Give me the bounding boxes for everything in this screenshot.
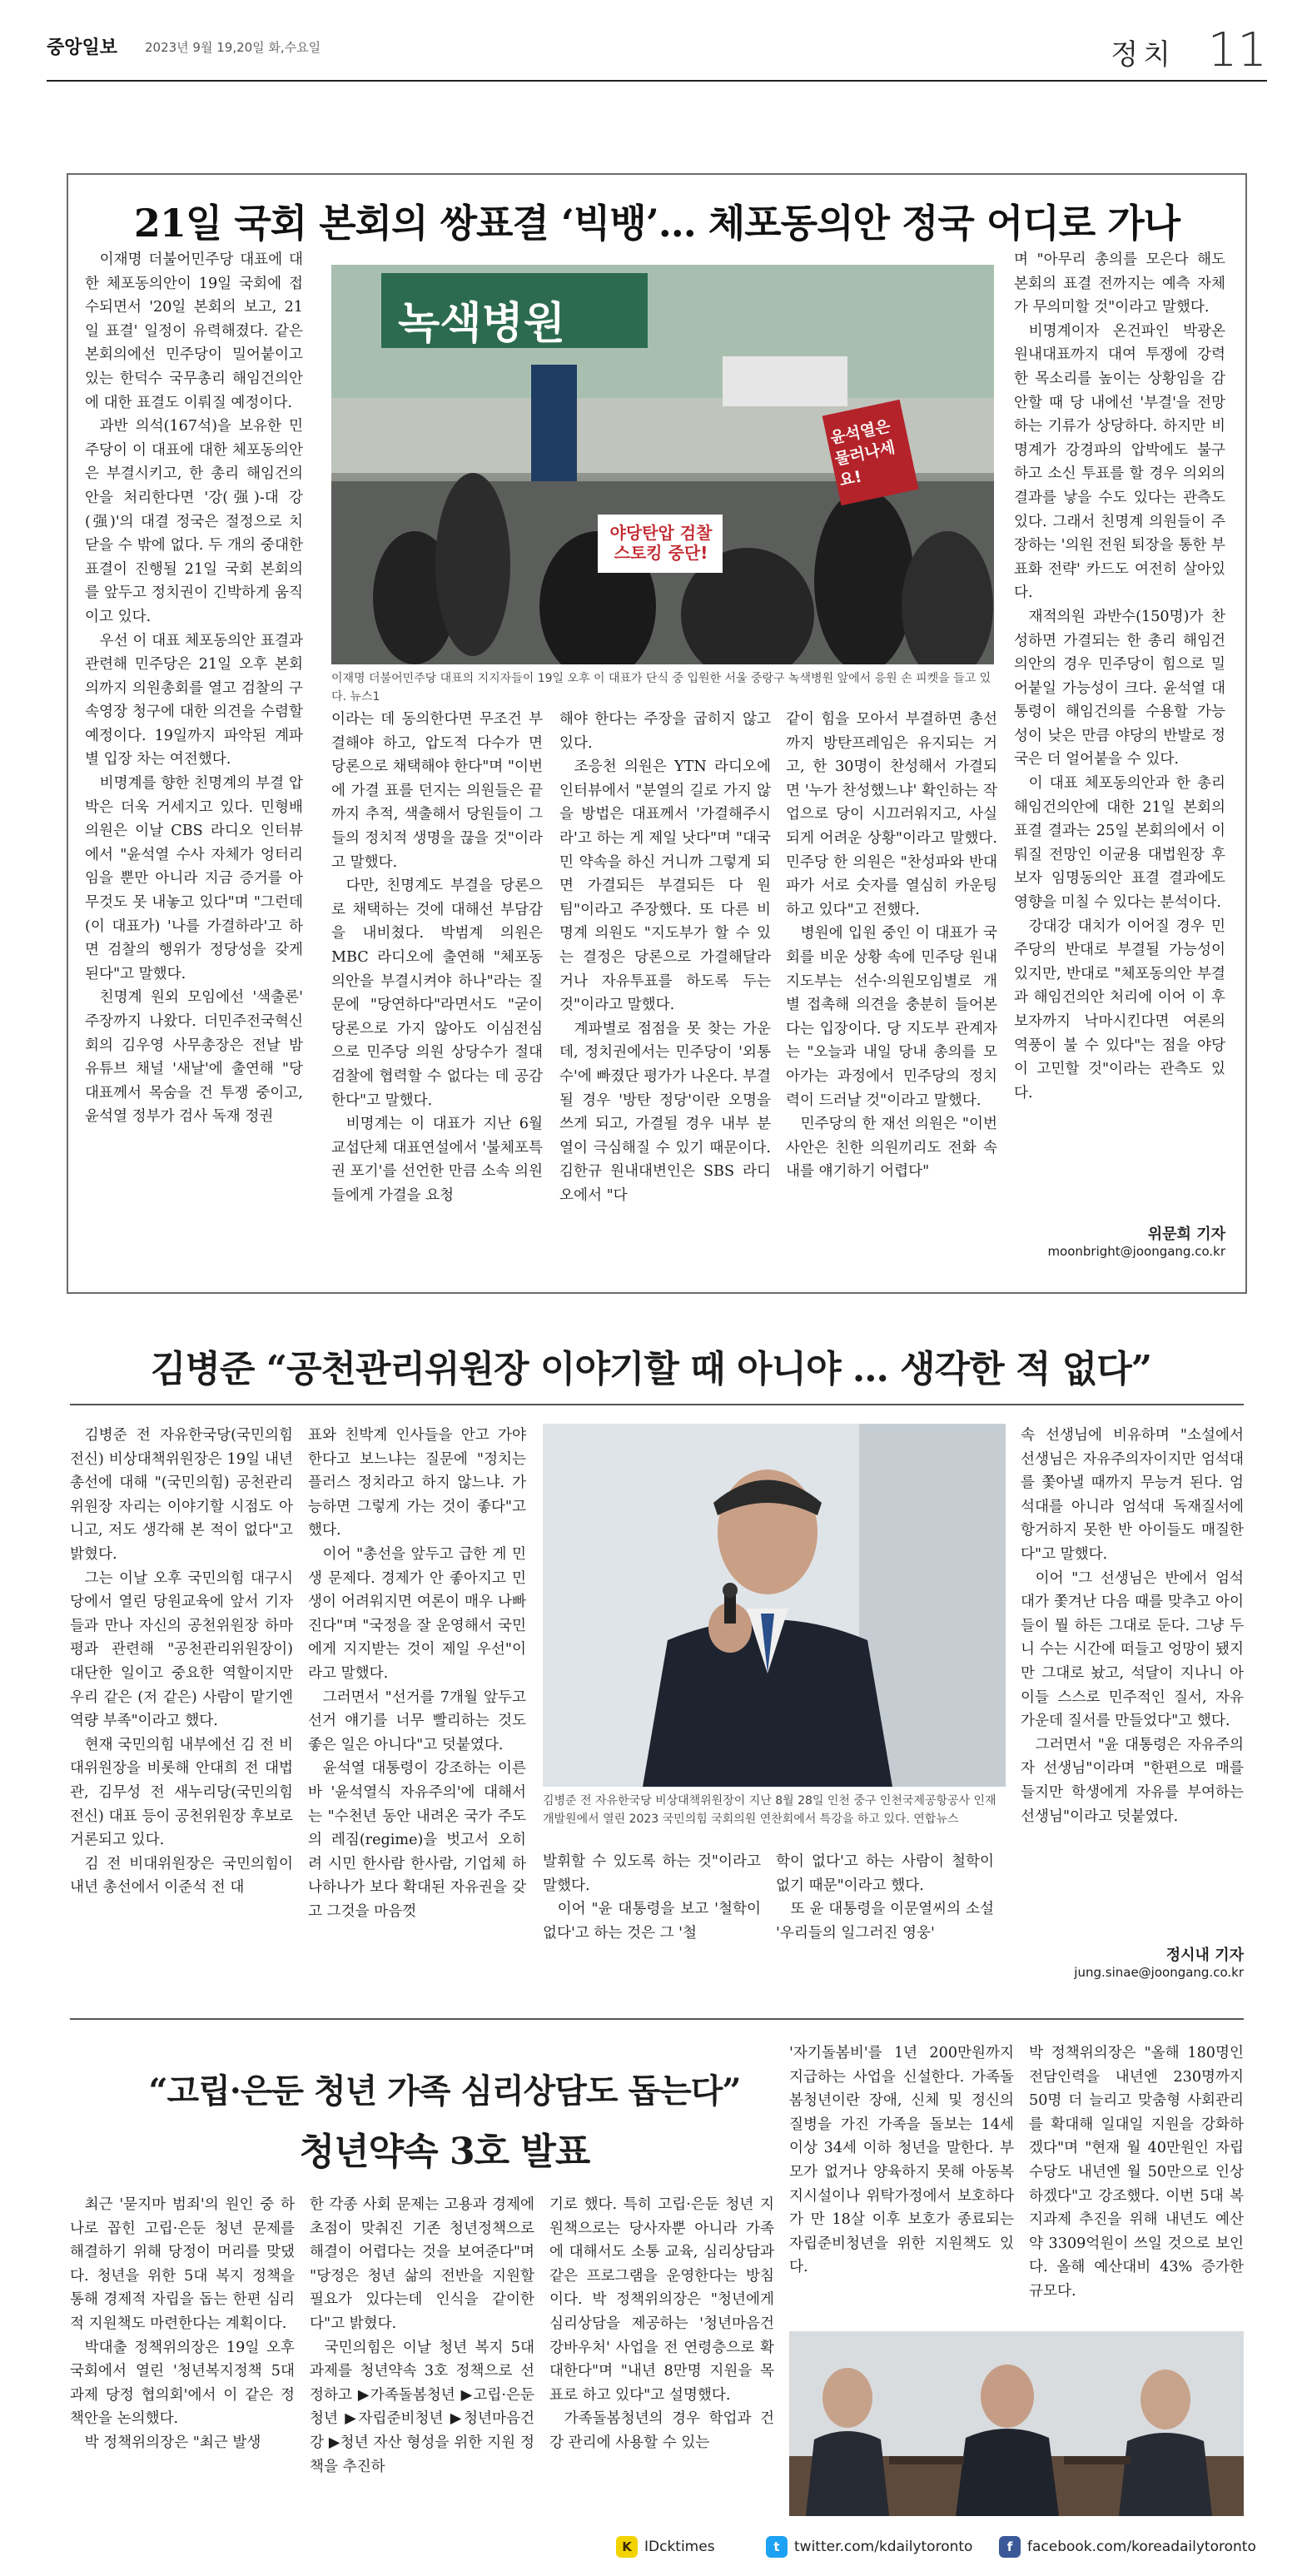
paragraph: 그러면서 "선거를 7개월 앞두고 선거 얘기를 너무 빨리하는 것도 좋은 일은 아니다"고 덧붙였다. [308, 1688, 526, 1753]
paragraph: 박 정책위의장은 "최근 발생 [84, 2434, 261, 2451]
paragraph: 최근 '묻지마 범죄'의 원인 중 하나로 꼽힌 고립·은둔 청년 문제를 해결하기 위해 당정이 머리를 맞댔다. 청년을 위한 5대 복지 정책을 통해 경제적 자립을 돕는 한편 심리적 지원책도 마련한다는 계획이다. [70, 2196, 295, 2332]
paragraph: 비명계를 향한 친명계의 부결 압박은 더욱 거세지고 있다. 민형배 의원은 이날 CBS 라디오 인터뷰에서 "윤석열 수사 자체가 엉터리임을 뿐만 아니라 지금 증거를 아무것도 못 내놓고 있다"며 "그런데 (이 대표가) '나를 가결하라'고 하면 검찰의 행위가 정당성을 갖게 된다"고 말했다. [85, 775, 303, 982]
article-3-col-2 [310, 2193, 534, 2479]
facebook-link[interactable] [999, 2536, 1256, 2558]
paragraph: 그러면서 "윤 대통령은 자유주의자 선생님"이라며 "한편으로 매를 들지만 학생에게 자유를 부여하는 선생님"이라고 덧붙였다. [1021, 1736, 1244, 1825]
paragraph: 한 각종 사회 문제는 고용과 경제에 초점이 맞춰진 기존 청년정책으로 해결이 어렵다는 것을 보여준다"며 "당정은 청년 삶의 전반을 지원할 필요가 있다는데 인식을 같이한다"고 밝혔다. [310, 2196, 534, 2332]
section-divider [70, 1404, 1244, 1405]
section-name: 정치 [1111, 38, 1175, 72]
paragraph: 박 정책위의장은 "올해 180명인 전담인력을 내년엔 230명까지 50명 더 늘리고 맞춤형 사회관리를 확대해 일대일 지원을 강화하겠다"며 "현재 월 40만원인 자립수당도 내년엔 월 50만으로 인상하겠다"고 강조했다. 이번 5대 복지과제 추진을 위해 내년도 예산 약 3309억원이 쓰일 것으로 보인다. 올해 예산대비 43% 증가한 규모다. [1029, 2045, 1244, 2300]
photo-portrait [543, 1424, 1006, 1787]
paragraph: 며 "아무리 총의를 모은다 해도 본회의 표결 전까지는 예측 자체가 무의미할 것"이라고 말했다. [1014, 251, 1225, 316]
paragraph: 속 선생님에 비유하며 "소설에서 선생님은 자유주의자이지만 엄석대를 쫓아낼 때까지 무능겨 된다. 엄석대를 아니라 엄석대 독재질서에 항거하지 못한 반 아이들도 매질한다"고 말했다. [1021, 1427, 1244, 1563]
paragraph: 이재명 더불어민주당 대표에 대한 체포동의안이 19일 국회에 접수되면서 '20일 본회의 보고, 21일 표결' 일정이 유력해졌다. 같은 본회의에선 민주당이 밀어붙이고 있는 한덕수 국무총리 해임건의안에 대한 표결도 이뤄질 예정이다. [85, 251, 303, 411]
paragraph: 이어 "총선을 앞두고 급한 게 민생 문제다. 경제가 안 좋아지고 민생이 어려워지면 여론이 매우 나빠진다"며 "국정을 잘 운영해서 국민에게 지지받는 것이 제일 우선"이라고 말했다. [308, 1545, 526, 1682]
paragraph: 발휘할 수 있도록 하는 것"이라고 말했다. [543, 1853, 761, 1894]
paragraph: 표와 친박계 인사들을 안고 가야 한다고 보느냐는 질문에 "정치는 플러스 정치라고 하지 않느냐. 가능하면 그렇게 가는 것이 좋다"고 했다. [308, 1427, 526, 1539]
paragraph: 친명계 원외 모임에선 '색출론' 주장까지 나왔다. 더민주전국혁신회의 김우영 사무총장은 전날 밤 유튜브 채널 '새날'에 출연해 "당 대표께서 목숨을 건 투쟁 중이고, 윤석열 정부가 검사 독재 정권 [85, 989, 303, 1126]
article-3-col-3 [549, 2193, 774, 2455]
article-2-headline: 김병준 “공천관리위원장 이야기할 때 아니야 … 생각한 적 없다” [150, 1348, 1152, 1390]
paragraph: 과반 의석(167석)을 보유한 민주당이 이 대표에 대한 체포동의안은 부결시키고, 한 총리 해임건의안을 처리한다면 '강(强)-대 강(强)'의 대결 정국은 절정으로 치닫을 수 밖에 없다. 두 개의 중대한 표결이 진행될 21일 국회 본회의를 앞두고 정치권이 긴박하게 움직이고 있다. [85, 418, 303, 625]
twitter-icon: t [766, 2536, 788, 2558]
article-3-headline: “고립·은둔 청년 가족 심리상담도 돕는다” [148, 2071, 741, 2111]
article-3-col-5 [1029, 2041, 1244, 2304]
paragraph: 민주당의 한 재선 의원은 "이번 사안은 친한 의원끼리도 전화 속내를 얘기하기 어렵다" [786, 1116, 997, 1181]
paragraph: 이어 "윤 대통령을 보고 '철학이 없다'고 하는 것은 그 '철 [543, 1901, 761, 1942]
paragraph: 윤석열 대통령이 강조하는 이른바 '윤석열식 자유주의'에 대해서는 "수천년 동안 내려온 국가 주도의 레짐(regime)을 벗고서 오히려 시민 한사람 한사람, 기업체 하나하나가 보다 확대된 자유권을 갖고 그것을 마음껏 [308, 1760, 526, 1920]
paragraph: 현재 국민의힘 내부에선 김 전 비대위원장을 비롯해 안대희 전 대법관, 김무성 전 새누리당(국민의힘 전신) 대표 등이 공천위원장 후보로 거론되고 있다. [70, 1736, 293, 1849]
article-3-photo [789, 2331, 1244, 2516]
article-1-col-4 [786, 708, 997, 1184]
footer-social [616, 2531, 1274, 2564]
article-2-col-2 [308, 1424, 526, 1923]
article-3-col-4 [789, 2041, 1014, 2280]
paragraph: 이어 "그 선생님은 반에서 엄석대가 쫓겨난 다음 때를 맞추고 아이들이 뭘 하든 그대로 둔다. 그냥 두니 수는 시간에 떠들고 엉망이 됐지만 그대로 놨고, 석달이 지나니 아이들 스스로 민주적인 질서, 자유 가운데 질서를 만들었다"고 했다. [1021, 1569, 1244, 1730]
paragraph: 박대출 정책위의장은 19일 오후 국회에서 열린 '청년복지정책 5대과제 당정 협의회'에서 이 같은 정책안을 논의했다. [70, 2339, 295, 2428]
kakao-link[interactable] [616, 2536, 715, 2558]
paragraph: 병원에 입원 중인 이 대표가 국회를 비운 상황 속에 민주당 원내지도부는 선수·의원모임별로 개별 접촉해 의견을 충분히 들어본다는 입장이다. 당 지도부 관계자는 "오늘과 내일 당내 총의를 모아가는 과정에서 민주당의 정치력이 드러날 것"이라고 말했다. [786, 925, 997, 1109]
page-number: 11 [1207, 23, 1267, 77]
photo-sign-protest: 야당탄압 검찰 스토킹 중단! [609, 523, 713, 563]
kakao-icon: K [616, 2536, 638, 2558]
reporter-email[interactable]: moonbright@joongang.co.kr [1047, 1244, 1225, 1259]
article-3-subheadline: 청년약속 3호 발표 [299, 2131, 590, 2173]
paragraph: '자기돌봄비'를 1년 200만원까지 지급하는 사업을 신설한다. 가족돌봄청년이란 장애, 신체 및 정신의 질병을 가진 가족을 돌보는 14세 이상 34세 이하 청년을 말한다. 부모가 없거나 양육하지 못해 아동복지시설이나 위탁가정에서 보호하다가 만 18살 이후 보호가 종료되는 자립준비청년을 위한 지원책도 있 다. [789, 2045, 1014, 2276]
reporter-name: 위문희 기자 [1147, 1226, 1225, 1243]
paragraph: 또 윤 대통령을 이문열씨의 소설 '우리들의 일그러진 영웅' [776, 1901, 994, 1942]
photo-meeting [789, 2331, 1244, 2516]
paragraph: 비명계는 이 대표가 지난 6월 교섭단체 대표연설에서 '불체포특권 포기'를 선언한 만큼 소속 의원들에게 가결을 요청 [331, 1116, 543, 1204]
paragraph: 해야 한다는 주장을 굽히지 않고 있다. [559, 711, 771, 752]
article-1-photo [331, 265, 994, 664]
paragraph: 같이 힘을 모아서 부결하면 총선까지 방탄프레임은 유지되는 거고, 한 30명이 찬성해서 가결되면 '누가 찬성했느냐' 확인하는 작업으로 당이 시끄러워지고, 사실 되게 어려운 상황"이라고 말했다. 민주당 한 의원은 "찬성파와 반대파가 서로 숫자를 열심히 카운팅하고 있다"고 전했다. [786, 711, 997, 918]
paragraph: 강대강 대치가 이어질 경우 민주당의 반대로 부결될 가능성이 있지만, 반대로 "체포동의안 부결과 해임건의안 처리에 이어 이 후보자까지 낙마시킨다면 여론의 역풍이 불 수 있다"는 점을 야당이 고민할 것"이라는 관측도 있다. [1014, 918, 1225, 1102]
masthead-rule [47, 80, 1267, 82]
article-1-col-2 [331, 708, 543, 1207]
facebook-url: facebook.com/koreadailytoronto [1027, 2539, 1256, 2555]
kakao-id: IDcktimes [644, 2539, 715, 2555]
section-divider [70, 2018, 1244, 2020]
paragraph: 비명계이자 온건파인 박광온 원내대표까지 대여 투쟁에 강력한 목소리를 높이는 상황임을 감안할 때 당 내에선 '부결'을 전망하는 기류가 상당하다. 하지만 비명계가 강경파의 압박에도 불구하고 소신 투표를 할 경우 의외의 결과를 낳을 수도 있다는 관측도 있다. 그래서 친명계 의원들이 주장하는 '의원 전원 퇴장을 통한 부표화 전략' 카드도 여전히 살아있다. [1014, 322, 1225, 602]
paragraph: 김병준 전 자유한국당(국민의힘 전신) 비상대책위원장은 19일 내년 총선에 대해 "(국민의힘) 공천관리위원장 자리는 이야기할 시점도 아니고, 저도 생각해 본 적이 없다"고 밝혔다. [70, 1427, 293, 1563]
article-2-col-3 [543, 1850, 761, 1945]
article-1-col-5 [1014, 248, 1225, 1105]
paragraph: 계파별로 점점을 못 찾는 가운데, 정치권에서는 민주당이 '외통수'에 빠졌단 평가가 나온다. 부결될 경우 '방탄 정당'이란 오명을 쓰게 되고, 가결될 경우 내부 분열이 극심해질 수 있기 때문이다. 김한규 원내대변인은 SBS 라디오에서 "다 [559, 1020, 771, 1204]
paragraph: 우선 이 대표 체포동의안 표결과 관련해 민주당은 21일 오후 본회의까지 의원총회를 열고 검찰의 구속영장 청구에 대한 의견을 수렴할 예정이다. 19일까지 파악된 계파별 입장 차는 여전했다. [85, 632, 303, 768]
paragraph: 가족돌봄청년의 경우 학업과 건강 관리에 사용할 수 있는 [549, 2410, 774, 2451]
newspaper-logo: 중앙일보 [47, 37, 118, 58]
paragraph: 김 전 비대위원장은 국민의힘이 내년 총선에서 이준석 전 대 [70, 1855, 293, 1897]
paragraph: 다만, 친명계도 부결을 당론으로 채택하는 것에 대해선 부담감을 내비쳤다. 박범계 의원은 MBC 라디오에 출연해 "체포동의안을 부결시켜야 하나"라는 질문에 "당연하다"라면서도 "굳이 당론으로 가지 않아도 이심전심으로 민주당 의원 상당수가 절대 검찰에 협력할 수 없다는 데 공감한다"고 말했다. [331, 878, 543, 1109]
reporter-name: 정시내 기자 [1165, 1947, 1244, 1964]
article-2-photo [543, 1424, 1006, 1787]
article-1-col-3 [559, 708, 771, 1207]
article-1-photo-caption: 이재명 더불어민주당 대표의 지지자들이 19일 오후 이 대표가 단식 중 입원한 서울 중랑구 녹색병원 앞에서 응원 손 피켓을 들고 있다. 뉴스1 [331, 672, 991, 704]
paragraph: 이 대표 체포동의안과 한 총리 해임건의안에 대한 21일 본회의 표결 결과는 25일 본회의에서 이뤄질 전망인 이균용 대법원장 후보자 임명동의안 표결 결과에도 영향을 미칠 수 있다는 분석이다. [1014, 775, 1225, 912]
photo-sign-red: 윤석열은 물러나세요! [828, 416, 897, 490]
article-2-byline [1021, 1943, 1244, 1980]
paragraph: 이라는 데 동의한다면 무조건 부결해야 하고, 압도적 다수가 면 당론으로 채택해야 한다"며 "이번에 가결 표를 던지는 의원들은 끝까지 추적, 색출해서 당원들이 그들의 정치적 생명을 끊을 것"이라고 말했다. [331, 711, 543, 871]
paragraph: 재적의원 과반수(150명)가 찬성하면 가결되는 한 총리 해임건의안의 경우 민주당이 힘으로 밀어붙일 가능성이 크다. 윤석열 대통령이 해임건의를 수용할 가능성이 낮은 만큼 야당의 반발로 정국은 더 얼어붙을 수 있다. [1014, 608, 1225, 768]
article-2-photo-caption: 김병준 전 자유한국당 비상대책위원장이 지난 8월 28일 인천 중구 인천국제공항공사 인재개발원에서 열린 2023 국민의힘 국회의원 연찬회에서 특강을 하고 있다. 연합뉴스 [543, 1794, 996, 1826]
paragraph: 학이 없다'고 하는 사람이 철학이 없기 때문"이라고 했다. [776, 1853, 994, 1894]
article-2-col-1 [70, 1424, 293, 1900]
article-1-headline: 21일 국회 본회의 쌍표결 ‘빅뱅’… 체포동의안 정국 어디로 가나 [133, 201, 1180, 246]
dateline: 2023년 9월 19,20일 화,수요일 [145, 40, 321, 55]
paragraph: 기로 했다. 특히 고립·은둔 청년 지원책으로는 당사자뿐 아니라 가족에 대해서도 소통 교육, 심리상담과 같은 프로그램을 운영한다는 방침이다. 박 정책위의장은 "청년에게 심리상담을 제공하는 '청년마음건강바우처' 사업을 전 연령층으로 확대한다"며 "내년 8만명 지원을 목표로 하고 있다"고 설명했다. [549, 2196, 774, 2404]
reporter-email[interactable]: jung.sinae@joongang.co.kr [1074, 1965, 1244, 1980]
paragraph: 조응천 의원은 YTN 라디오에 인터뷰에서 "분열의 길로 가지 않을 방법은 대표께서 '가결해주시라'고 하는 게 제일 낫다"며 "대국민 약속을 하신 거니까 그렇게 되면 가결되든 부결되든 다 원 팀"이라고 주장했다. 또 다른 비명계 의원도 "지도부가 할 수 있는 결정은 당론으로 가결해달라거나 자유투표를 하도록 두는 것"이라고 말했다. [559, 758, 771, 1014]
twitter-link[interactable] [766, 2536, 972, 2558]
facebook-icon: f [999, 2536, 1021, 2558]
photo-sign-hospital: 녹색병원 [398, 299, 565, 349]
article-2-col-5 [1021, 1424, 1244, 1828]
article-1-col-1 [85, 248, 303, 1129]
twitter-url: twitter.com/kdailytoronto [794, 2539, 973, 2555]
article-2-col-4 [776, 1850, 994, 1945]
masthead [47, 23, 1267, 77]
article-1-byline [1014, 1222, 1225, 1259]
paragraph: 그는 이날 오후 국민의힘 대구시당에서 열린 당원교육에 앞서 기자들과 만나 자신의 공천위원장 하마평과 관련해 "공천관리위원장이) 대단한 일이고 중요한 역할이지만 우리 같은 (저 같은) 사람이 맡기엔 역량 부족"이라고 했다. [70, 1569, 293, 1730]
article-3-col-1 [70, 2193, 295, 2455]
paragraph: 국민의힘은 이날 청년 복지 5대 과제를 청년약속 3호 정책으로 선정하고 ▶가족돌봄청년 ▶고립·은둔청년 ▶자립준비청년 ▶청년마음건강 ▶청년 자산 형성을 위한 지원 정책을 추진하 [310, 2339, 534, 2475]
